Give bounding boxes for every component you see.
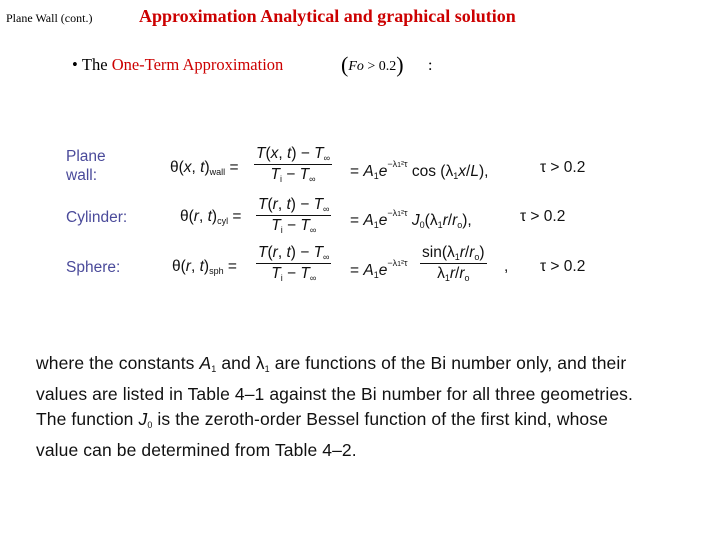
equation-condition: τ > 0.2 bbox=[540, 258, 586, 275]
equation-fraction bbox=[256, 244, 331, 283]
bullet-prefix: The bbox=[81, 55, 112, 74]
condition-relation: > 0.2 bbox=[363, 59, 397, 74]
equation-condition: τ > 0.2 bbox=[520, 208, 566, 225]
equation-label: Cylinder: bbox=[66, 209, 128, 226]
bullet-marker: • bbox=[72, 55, 82, 74]
equation-fraction bbox=[256, 196, 331, 235]
bullet-point bbox=[72, 55, 283, 75]
condition-fo: Fo bbox=[348, 59, 364, 74]
explanation-paragraph bbox=[36, 351, 686, 463]
equation-lhs: θ(r, $t)_{sph}$ = bbox=[172, 258, 237, 276]
equation-label-line2: wall: bbox=[66, 167, 98, 184]
equation-rhs: = $A_1e^{-\lambda 1^2\tau}$ $J_0(\lambda_1r/r_o)$, bbox=[350, 208, 472, 230]
fourier-condition bbox=[341, 52, 404, 78]
section-label: Plane Wall (cont.) bbox=[6, 11, 93, 25]
bullet-colon: : bbox=[428, 57, 433, 74]
equation-label-line1: Plane bbox=[66, 148, 106, 165]
equation-label bbox=[66, 147, 106, 185]
fraction-numerator: T(r, $t) - T_\infty$ bbox=[258, 196, 330, 214]
equation-rhs-prefix: = $A_1e^{-\lambda 1^2\tau}$ bbox=[350, 258, 408, 280]
equation-plane-wall bbox=[0, 145, 720, 195]
condition-close-paren: ) bbox=[396, 52, 404, 77]
equation-fraction bbox=[254, 145, 332, 184]
fraction-denominator: $T_i - T_\infty$ bbox=[271, 265, 317, 283]
fraction-denominator: $T_i - T_\infty$ bbox=[270, 166, 316, 184]
equation-sphere bbox=[0, 244, 720, 294]
fraction-numerator: T(x, $t) - T_\infty$ bbox=[256, 145, 331, 163]
equation-rhs-fraction bbox=[420, 244, 487, 283]
fraction-numerator: T(r, $t) - T_\infty$ bbox=[258, 244, 330, 262]
page-title: Approximation Analytical and graphical solution bbox=[139, 6, 516, 26]
equation-cylinder bbox=[0, 196, 720, 246]
rhs-numerator: $\sin(\lambda_1r/r_o)$ bbox=[422, 244, 485, 262]
equation-rhs-suffix: , bbox=[504, 258, 509, 275]
paragraph-line: where the constants $A_1$ and $\lambda_1$ are functions of the Bi number only, and their bbox=[36, 353, 627, 374]
rhs-denominator: $\lambda_1r/r_o$ bbox=[437, 265, 470, 283]
equation-lhs: θ(r, $t)_{cyl}$ = bbox=[180, 208, 242, 226]
equation-rhs: = $A_1e^{-\lambda 1^2\tau}$ $\cos (\lambda_1x/L)$, bbox=[350, 159, 489, 181]
paragraph-line: values are listed in Table 4–1 against the Bi number for all three geometries. bbox=[36, 384, 633, 404]
condition-open-paren: ( bbox=[341, 52, 349, 77]
paragraph-line: The function $J_0$ is the zeroth-order Bessel function of the first kind, whose bbox=[36, 409, 608, 430]
equation-lhs: θ(x, $t)_{wall}$ = bbox=[170, 159, 239, 177]
fraction-denominator: $T_i - T_\infty$ bbox=[271, 217, 317, 235]
equation-label: Sphere: bbox=[66, 259, 121, 276]
bullet-accent-text: One-Term Approximation bbox=[111, 55, 284, 74]
paragraph-line: value can be determined from Table 4–2. bbox=[36, 440, 357, 460]
equation-condition: τ > 0.2 bbox=[540, 159, 586, 176]
